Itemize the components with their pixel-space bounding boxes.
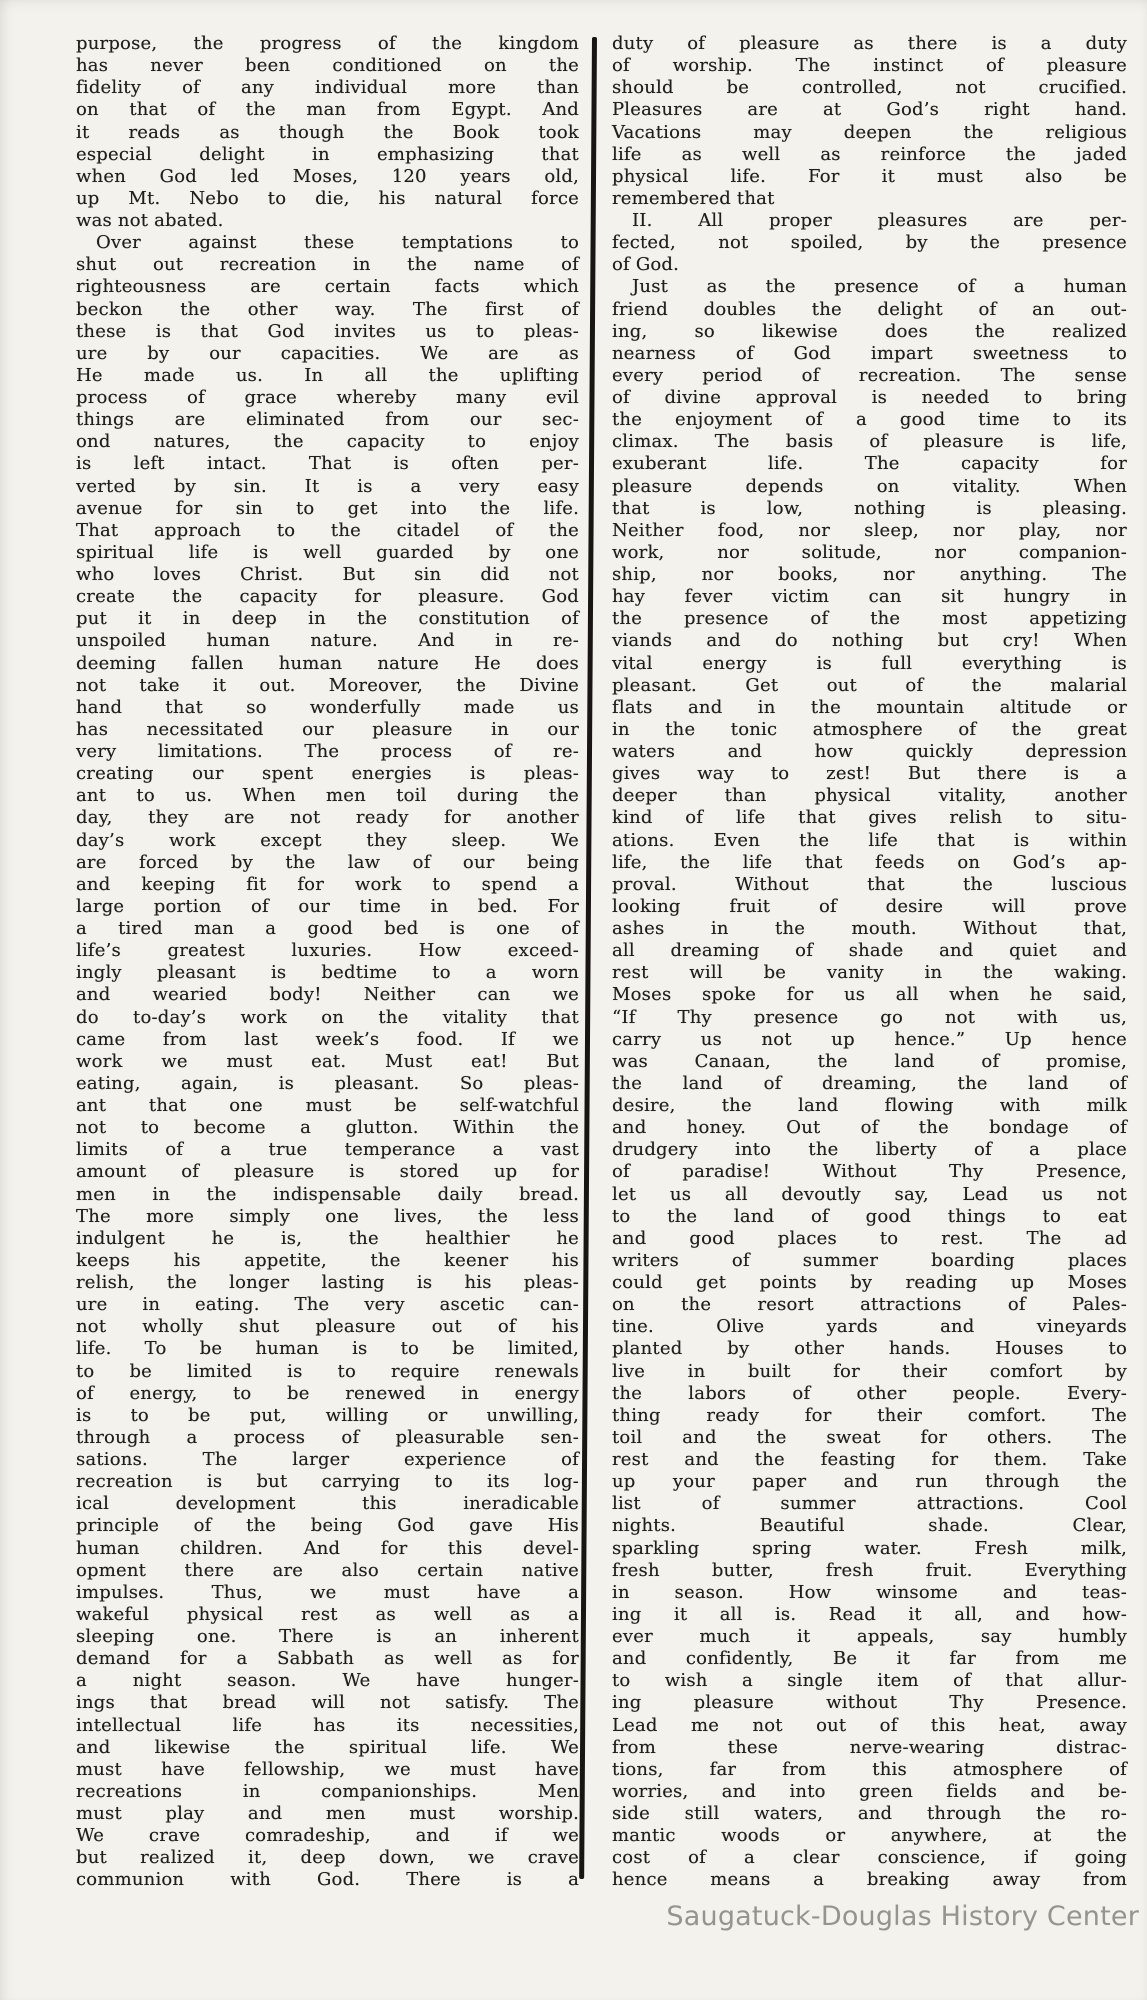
text-line: tine. Olive yards and vineyards (612, 1316, 1127, 1338)
text-line: amount of pleasure is stored up for (76, 1161, 579, 1183)
watermark: Saugatuck-Douglas History Center (666, 1901, 1139, 1932)
text-line: ing it all is. Read it all, and how- (612, 1603, 1127, 1625)
text-line: could get points by reading up Moses (612, 1272, 1127, 1293)
text-line: vital energy is full everything is (612, 652, 1127, 674)
text-line: a night season. We have hunger- (76, 1670, 579, 1692)
text-line: Over against these temptations to (96, 232, 579, 254)
text-line: ing, so likewise does the realized (612, 320, 1127, 342)
text-line: drudgery into the liberty of a place (612, 1139, 1127, 1161)
text-line: the enjoyment of a good time to its (612, 409, 1127, 431)
text-line: duty of pleasure as there is a duty (612, 33, 1127, 54)
text-line: let us all devoutly say, Lead us not (612, 1183, 1127, 1205)
text-line: ical development this ineradicable (76, 1493, 579, 1515)
text-line: list of summer attractions. Cool (612, 1493, 1127, 1515)
text-line: sparkling spring water. Fresh milk, (612, 1537, 1127, 1559)
text-line: day’s work except they sleep. We (76, 829, 579, 851)
text-line: to the land of good things to eat (612, 1205, 1127, 1227)
text-line: sleeping one. There is an inherent (76, 1626, 579, 1647)
text-line: fected, not spoiled, by the presence (612, 232, 1127, 254)
text-line: desire, the land flowing with milk (612, 1095, 1127, 1116)
text-line: flats and in the mountain altitude or (612, 696, 1127, 718)
column-divider-rule (579, 37, 597, 1879)
text-line: and confidently, Be it far from me (612, 1648, 1127, 1670)
text-line: remembered that (612, 187, 775, 209)
text-line: rest will be vanity in the waking. (612, 962, 1127, 984)
text-line: nights. Beautiful shade. Clear, (612, 1515, 1127, 1537)
text-line: of paradise! Without Thy Presence, (612, 1161, 1127, 1183)
text-line: was Canaan, the land of promise, (612, 1050, 1127, 1072)
text-line: “If Thy presence go not with us, (612, 1006, 1127, 1028)
text-line: The more simply one lives, the less (76, 1205, 579, 1227)
text-line: create the capacity for pleasure. God (76, 586, 579, 608)
text-line: principle of the being God gave His (76, 1515, 579, 1537)
text-line: physical life. For it must also be (612, 165, 1127, 187)
text-line: the labors of other people. Every- (612, 1382, 1127, 1404)
text-line: ations. Even the life that is within (612, 829, 1127, 851)
text-line: fidelity of any individual more than (76, 77, 579, 99)
text-line: He made us. In all the uplifting (76, 364, 579, 386)
text-line: a tired man a good bed is one of (76, 918, 579, 939)
text-line: life. To be human is to be limited, (76, 1338, 579, 1360)
text-line: of divine approval is needed to bring (612, 387, 1127, 408)
text-line: keeps his appetite, the keener his (76, 1249, 579, 1271)
text-line: has necessitated our pleasure in our (76, 718, 579, 740)
text-line: who loves Christ. But sin did not (76, 564, 579, 585)
text-line: and keeping fit for work to spend a (76, 873, 579, 895)
text-line: work, nor solitude, nor companion- (612, 541, 1127, 563)
text-line: toil and the sweat for others. The (612, 1426, 1127, 1448)
text-line: and wearied body! Neither can we (76, 984, 579, 1006)
text-line: wakeful physical rest as well as a (76, 1603, 579, 1625)
right-text-column (612, 33, 1127, 1892)
text-line: ing pleasure without Thy Presence. (612, 1692, 1127, 1714)
text-line: must play and men must worship. (76, 1803, 579, 1824)
text-line: day, they are not ready for another (76, 807, 579, 829)
text-line: work we must eat. Must eat! But (76, 1050, 579, 1072)
text-line: up your paper and run through the (612, 1471, 1127, 1493)
text-line: limits of a true temperance a vast (76, 1139, 579, 1161)
text-line: Just as the presence of a human (632, 276, 1127, 298)
text-line: was not abated. (76, 210, 224, 231)
text-line: live in built for their comfort by (612, 1360, 1127, 1382)
text-line: deeper than physical vitality, another (612, 785, 1127, 807)
text-line: has never been conditioned on the (76, 55, 579, 77)
text-line: large portion of our time in bed. For (76, 895, 579, 917)
text-line: exuberant life. The capacity for (612, 453, 1127, 475)
text-line: very limitations. The process of re- (76, 741, 579, 762)
text-line: planted by other hands. Houses to (612, 1338, 1127, 1360)
text-line: mantic woods or anywhere, at the (612, 1825, 1127, 1847)
text-line: spiritual life is well guarded by one (76, 541, 579, 563)
text-line: righteousness are certain facts which (76, 276, 579, 298)
text-line: and honey. Out of the bondage of (612, 1117, 1127, 1139)
text-line: ure in eating. The very ascetic can- (76, 1294, 579, 1316)
text-line: and good places to rest. The ad (612, 1227, 1127, 1249)
text-line: do to-day’s work on the vitality that (76, 1006, 579, 1028)
text-line: of worship. The instinct of pleasure (612, 55, 1127, 77)
text-line: when God led Moses, 120 years old, (76, 165, 579, 187)
text-line: ings that bread will not satisfy. The (76, 1692, 579, 1714)
text-line: eating, again, is pleasant. So pleas- (76, 1072, 579, 1094)
text-line: verted by sin. It is a very easy (76, 475, 579, 497)
text-line: every period of recreation. The sense (612, 364, 1127, 386)
text-line: from these nerve-wearing distrac- (612, 1736, 1127, 1758)
text-line: Moses spoke for us all when he said, (612, 984, 1127, 1006)
text-line: rest and the feasting for them. Take (612, 1449, 1127, 1470)
text-line: it reads as though the Book took (76, 121, 579, 143)
text-line: Vacations may deepen the religious (612, 121, 1127, 143)
text-line: That approach to the citadel of the (76, 519, 579, 541)
text-line: life’s greatest luxuries. How exceed- (76, 940, 579, 962)
text-line: not take it out. Moreover, the Divine (76, 674, 579, 696)
text-line: thing ready for their comfort. The (612, 1404, 1127, 1426)
text-line: hay fever victim can sit hungry in (612, 586, 1127, 608)
text-line: recreation is but carrying to its log- (76, 1471, 579, 1493)
text-line: all dreaming of shade and quiet and (612, 940, 1127, 962)
text-line: relish, the longer lasting is his pleas- (76, 1272, 579, 1293)
text-line: carry us not up hence.” Up hence (612, 1028, 1127, 1050)
text-line: things are eliminated from our sec- (76, 409, 579, 431)
text-line: looking fruit of desire will prove (612, 895, 1127, 917)
text-line: must have fellowship, we must have (76, 1758, 579, 1780)
text-line: recreations in companionships. Men (76, 1780, 579, 1802)
text-line: ond natures, the capacity to enjoy (76, 431, 579, 453)
text-line: unspoiled human nature. And in re- (76, 630, 579, 652)
text-line: We crave comradeship, and if we (76, 1825, 579, 1847)
text-line: worries, and into green fields and be- (612, 1780, 1127, 1802)
text-line: and likewise the spiritual life. We (76, 1736, 579, 1758)
text-line: writers of summer boarding places (612, 1249, 1127, 1271)
text-line: friend doubles the delight of an out- (612, 298, 1127, 320)
text-line: waters and how quickly depression (612, 741, 1127, 762)
text-line: the presence of the most appetizing (612, 608, 1127, 630)
text-line: intellectual life has its necessities, (76, 1714, 579, 1736)
text-line: life, the life that feeds on God’s ap- (612, 851, 1127, 873)
text-line: through a process of pleasurable sen- (76, 1426, 579, 1448)
text-line: gives way to zest! But there is a (612, 763, 1127, 785)
text-line: to be limited is to require renewals (76, 1360, 579, 1382)
text-line: should be controlled, not crucified. (612, 77, 1127, 99)
text-line: are forced by the law of our being (76, 851, 579, 873)
text-line: fresh butter, fresh fruit. Everything (612, 1559, 1127, 1581)
text-line: Pleasures are at God’s right hand. (612, 99, 1127, 121)
text-line: kind of life that gives relish to situ- (612, 807, 1127, 829)
text-line: avenue for sin to get into the life. (76, 497, 579, 519)
text-line: that is low, nothing is pleasing. (612, 497, 1127, 519)
text-line: demand for a Sabbath as well as for (76, 1648, 579, 1670)
text-line: of energy, to be renewed in energy (76, 1382, 579, 1404)
text-line: ingly pleasant is bedtime to a worn (76, 962, 579, 984)
text-line: proval. Without that the luscious (612, 873, 1127, 895)
text-line: nearness of God impart sweetness to (612, 342, 1127, 364)
text-line: in season. How winsome and teas- (612, 1581, 1127, 1603)
text-line: ashes in the mouth. Without that, (612, 918, 1127, 939)
text-line: pleasure depends on vitality. When (612, 475, 1127, 497)
left-text-column (76, 33, 579, 1892)
text-line: of God. (612, 254, 680, 276)
text-line: men in the indispensable daily bread. (76, 1183, 579, 1205)
text-line: creating our spent energies is pleas- (76, 763, 579, 785)
text-line: tions, far from this atmosphere of (612, 1758, 1127, 1780)
text-line: communion with God. There is a (76, 1869, 579, 1891)
text-line: not wholly shut pleasure out of his (76, 1316, 579, 1338)
text-line: on the resort attractions of Pales- (612, 1294, 1127, 1316)
text-line: purpose, the progress of the kingdom (76, 33, 579, 54)
text-line: II. All proper pleasures are per- (632, 210, 1127, 231)
text-line: opment there are also certain native (76, 1559, 579, 1581)
text-line: human children. And for this devel- (76, 1537, 579, 1559)
text-line: to wish a single item of that allur- (612, 1670, 1127, 1692)
text-line: cost of a clear conscience, if going (612, 1847, 1127, 1869)
text-line: put it in deep in the constitution of (76, 608, 579, 630)
text-line: indulgent he is, the healthier he (76, 1227, 579, 1249)
text-line: pleasant. Get out of the malarial (612, 674, 1127, 696)
text-line: sations. The larger experience of (76, 1449, 579, 1470)
text-line: beckon the other way. The first of (76, 298, 579, 320)
text-line: came from last week’s food. If we (76, 1028, 579, 1050)
text-line: life as well as reinforce the jaded (612, 143, 1127, 165)
text-line: ant that one must be self-watchful (76, 1095, 579, 1116)
text-line: up Mt. Nebo to die, his natural force (76, 187, 579, 209)
text-line: Neither food, nor sleep, nor play, nor (612, 519, 1127, 541)
text-line: deeming fallen human nature He does (76, 652, 579, 674)
text-line: ship, nor books, nor anything. The (612, 564, 1127, 585)
text-line: viands and do nothing but cry! When (612, 630, 1127, 652)
text-line: especial delight in emphasizing that (76, 143, 579, 165)
text-line: is to be put, willing or unwilling, (76, 1404, 579, 1426)
text-line: but realized it, deep down, we crave (76, 1847, 579, 1869)
text-line: impulses. Thus, we must have a (76, 1581, 579, 1603)
text-line: ever much it appeals, say humbly (612, 1626, 1127, 1647)
text-line: hence means a breaking away from (612, 1869, 1127, 1891)
text-line: process of grace whereby many evil (76, 387, 579, 408)
text-line: is left intact. That is often per- (76, 453, 579, 475)
text-line: side still waters, and through the ro- (612, 1803, 1127, 1824)
text-line: Lead me not out of this heat, away (612, 1714, 1127, 1736)
text-line: climax. The basis of pleasure is life, (612, 431, 1127, 453)
text-line: not to become a glutton. Within the (76, 1117, 579, 1139)
text-line: on that of the man from Egypt. And (76, 99, 579, 121)
text-line: shut out recreation in the name of (76, 254, 579, 276)
text-line: ure by our capacities. We are as (76, 342, 579, 364)
text-line: ant to us. When men toil during the (76, 785, 579, 807)
text-line: hand that so wonderfully made us (76, 696, 579, 718)
text-line: the land of dreaming, the land of (612, 1072, 1127, 1094)
text-line: these is that God invites us to pleas- (76, 320, 579, 342)
text-line: in the tonic atmosphere of the great (612, 718, 1127, 740)
